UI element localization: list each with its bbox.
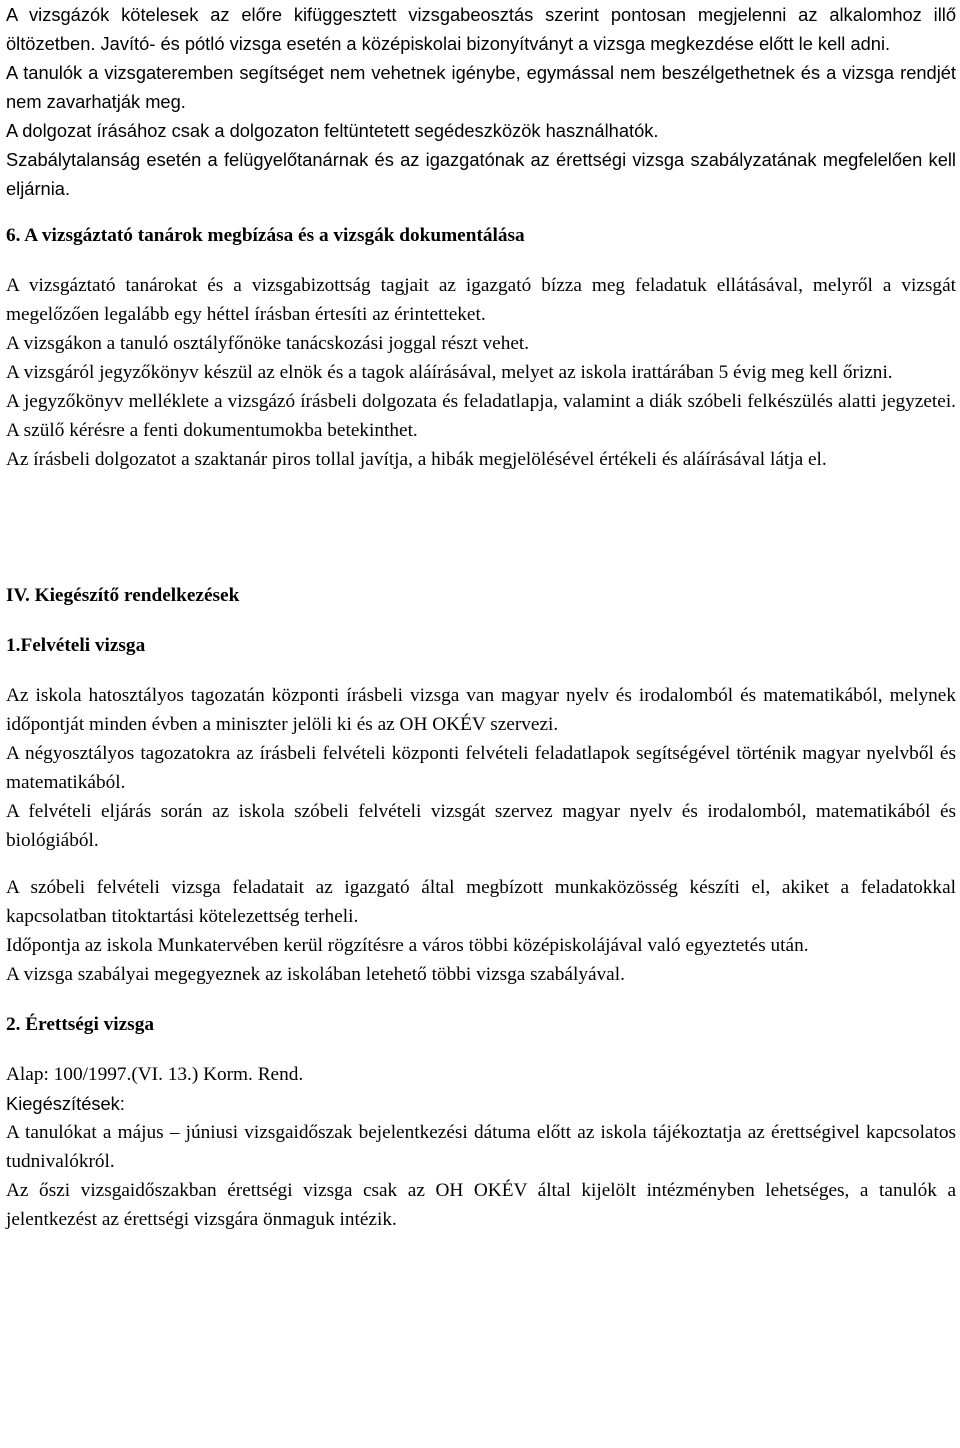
paragraph-four-year-track: A négyosztályos tagozatokra az írásbeli felvételi központi felvételi feladatlapok segítségével történik magyar nyelvből és matematikából.: [6, 743, 956, 793]
paragraph-examiner-appointment: A vizsgáztató tanárokat és a vizsgabizottság tagjait az igazgató bízza meg feladatuk ellátásával, melyről a vizsgát megelőzően legalább egy héttel írásban értesíti az érintetteket.: [6, 275, 956, 325]
spacer: [6, 1039, 956, 1060]
paragraph-tools: A dolgozat írásához csak a dolgozaton feltüntetett segédeszközök használhatók.: [6, 120, 659, 141]
paragraph-irregularity: Szabálytalanság esetén a felügyelőtanárnak és az igazgatónak az érettségi vizsga szabályzatának megfelelően kell eljárnia.: [6, 149, 956, 199]
paragraph-legal-basis: Alap: 100/1997.(VI. 13.) Korm. Rend.: [6, 1064, 304, 1085]
document-page: [6, 0, 956, 1234]
spacer: [6, 203, 956, 221]
spacer: [6, 610, 956, 631]
section-iv-heading: IV. Kiegészítő rendelkezések: [6, 585, 240, 606]
admission-exam-heading: 1.Felvételi vizsga: [6, 635, 146, 656]
section-6-heading: 6. A vizsgáztató tanárok megbízása és a vizsgák dokumentálása: [6, 225, 525, 246]
paragraph-minutes: A vizsgáról jegyzőkönyv készül az elnök és a tagok aláírásával, melyet az iskola irattárában 5 évig meg kell őrizni.: [6, 362, 893, 383]
spacer: [6, 474, 956, 581]
spacer: [6, 250, 956, 271]
paragraph-attendance: A vizsgázók kötelesek az előre kifüggesztett vizsgabeosztás szerint pontosan megjelenni az alkalomhoz illő öltözetben. Javító- és pótló vizsga esetén a középiskolai bizonyítványt a vizsga megkezdése előtt le kell adni.: [6, 4, 956, 54]
paragraph-minutes-attachments: A jegyzőkönyv melléklete a vizsgázó írásbeli dolgozata és feladatlapja, valamint a diák szóbeli felkészülés alatti jegyzetei. A szülő kérésre a fenti dokumentumokba betekinthet.: [6, 391, 956, 441]
paragraph-spring-info: A tanulókat a május – júniusi vizsgaidőszak bejelentkezési dátuma előtt az iskola tájékoztatja az érettségivel kapcsolatos tudnivalókról.: [6, 1122, 956, 1172]
paragraph-autumn-session: Az őszi vizsgaidőszakban érettségi vizsga csak az OH OKÉV által kijelölt intézményben lehetséges, a tanulók a jelentkezést az érettségi vizsgára önmaguk intézik.: [6, 1180, 956, 1230]
paragraph-oral-tasks: A szóbeli felvételi vizsga feladatait az igazgató által megbízott munkaközösség készíti el, akiket a feladatokkal kapcsolatban titoktartási kötelezettség terheli.: [6, 877, 956, 927]
paragraph-schedule: Időpontja az iskola Munkatervében kerül rögzítésre a város többi középiskolájával való egyeztetés után.: [6, 935, 809, 956]
paragraph-class-teacher: A vizsgákon a tanuló osztályfőnöke tanácskozási joggal részt vehet.: [6, 333, 530, 354]
paragraph-oral-admission: A felvételi eljárás során az iskola szóbeli felvételi vizsgát szervez magyar nyelv és irodalomból, matematikából és biológiából.: [6, 801, 956, 851]
matura-exam-heading: 2. Érettségi vizsga: [6, 1014, 154, 1035]
spacer: [6, 855, 956, 873]
paragraph-no-help: A tanulók a vizsgateremben segítséget nem vehetnek igénybe, egymással nem beszélgethetnek és a vizsga rendjét nem zavarhatják meg.: [6, 62, 956, 112]
spacer: [6, 989, 956, 1010]
paragraph-written-correction: Az írásbeli dolgozatot a szaktanár piros tollal javítja, a hibák megjelölésével értékeli és aláírásával látja el.: [6, 449, 827, 470]
paragraph-supplements-label: Kiegészítések:: [6, 1093, 125, 1114]
paragraph-rules: A vizsga szabályai megegyeznek az iskolában letehető többi vizsga szabályával.: [6, 964, 625, 985]
spacer: [6, 660, 956, 681]
paragraph-six-year-track: Az iskola hatosztályos tagozatán központi írásbeli vizsga van magyar nyelv és irodalomból és matematikából, melynek időpontját minden évben a miniszter jelöli ki és az OH OKÉV szervezi.: [6, 685, 956, 735]
